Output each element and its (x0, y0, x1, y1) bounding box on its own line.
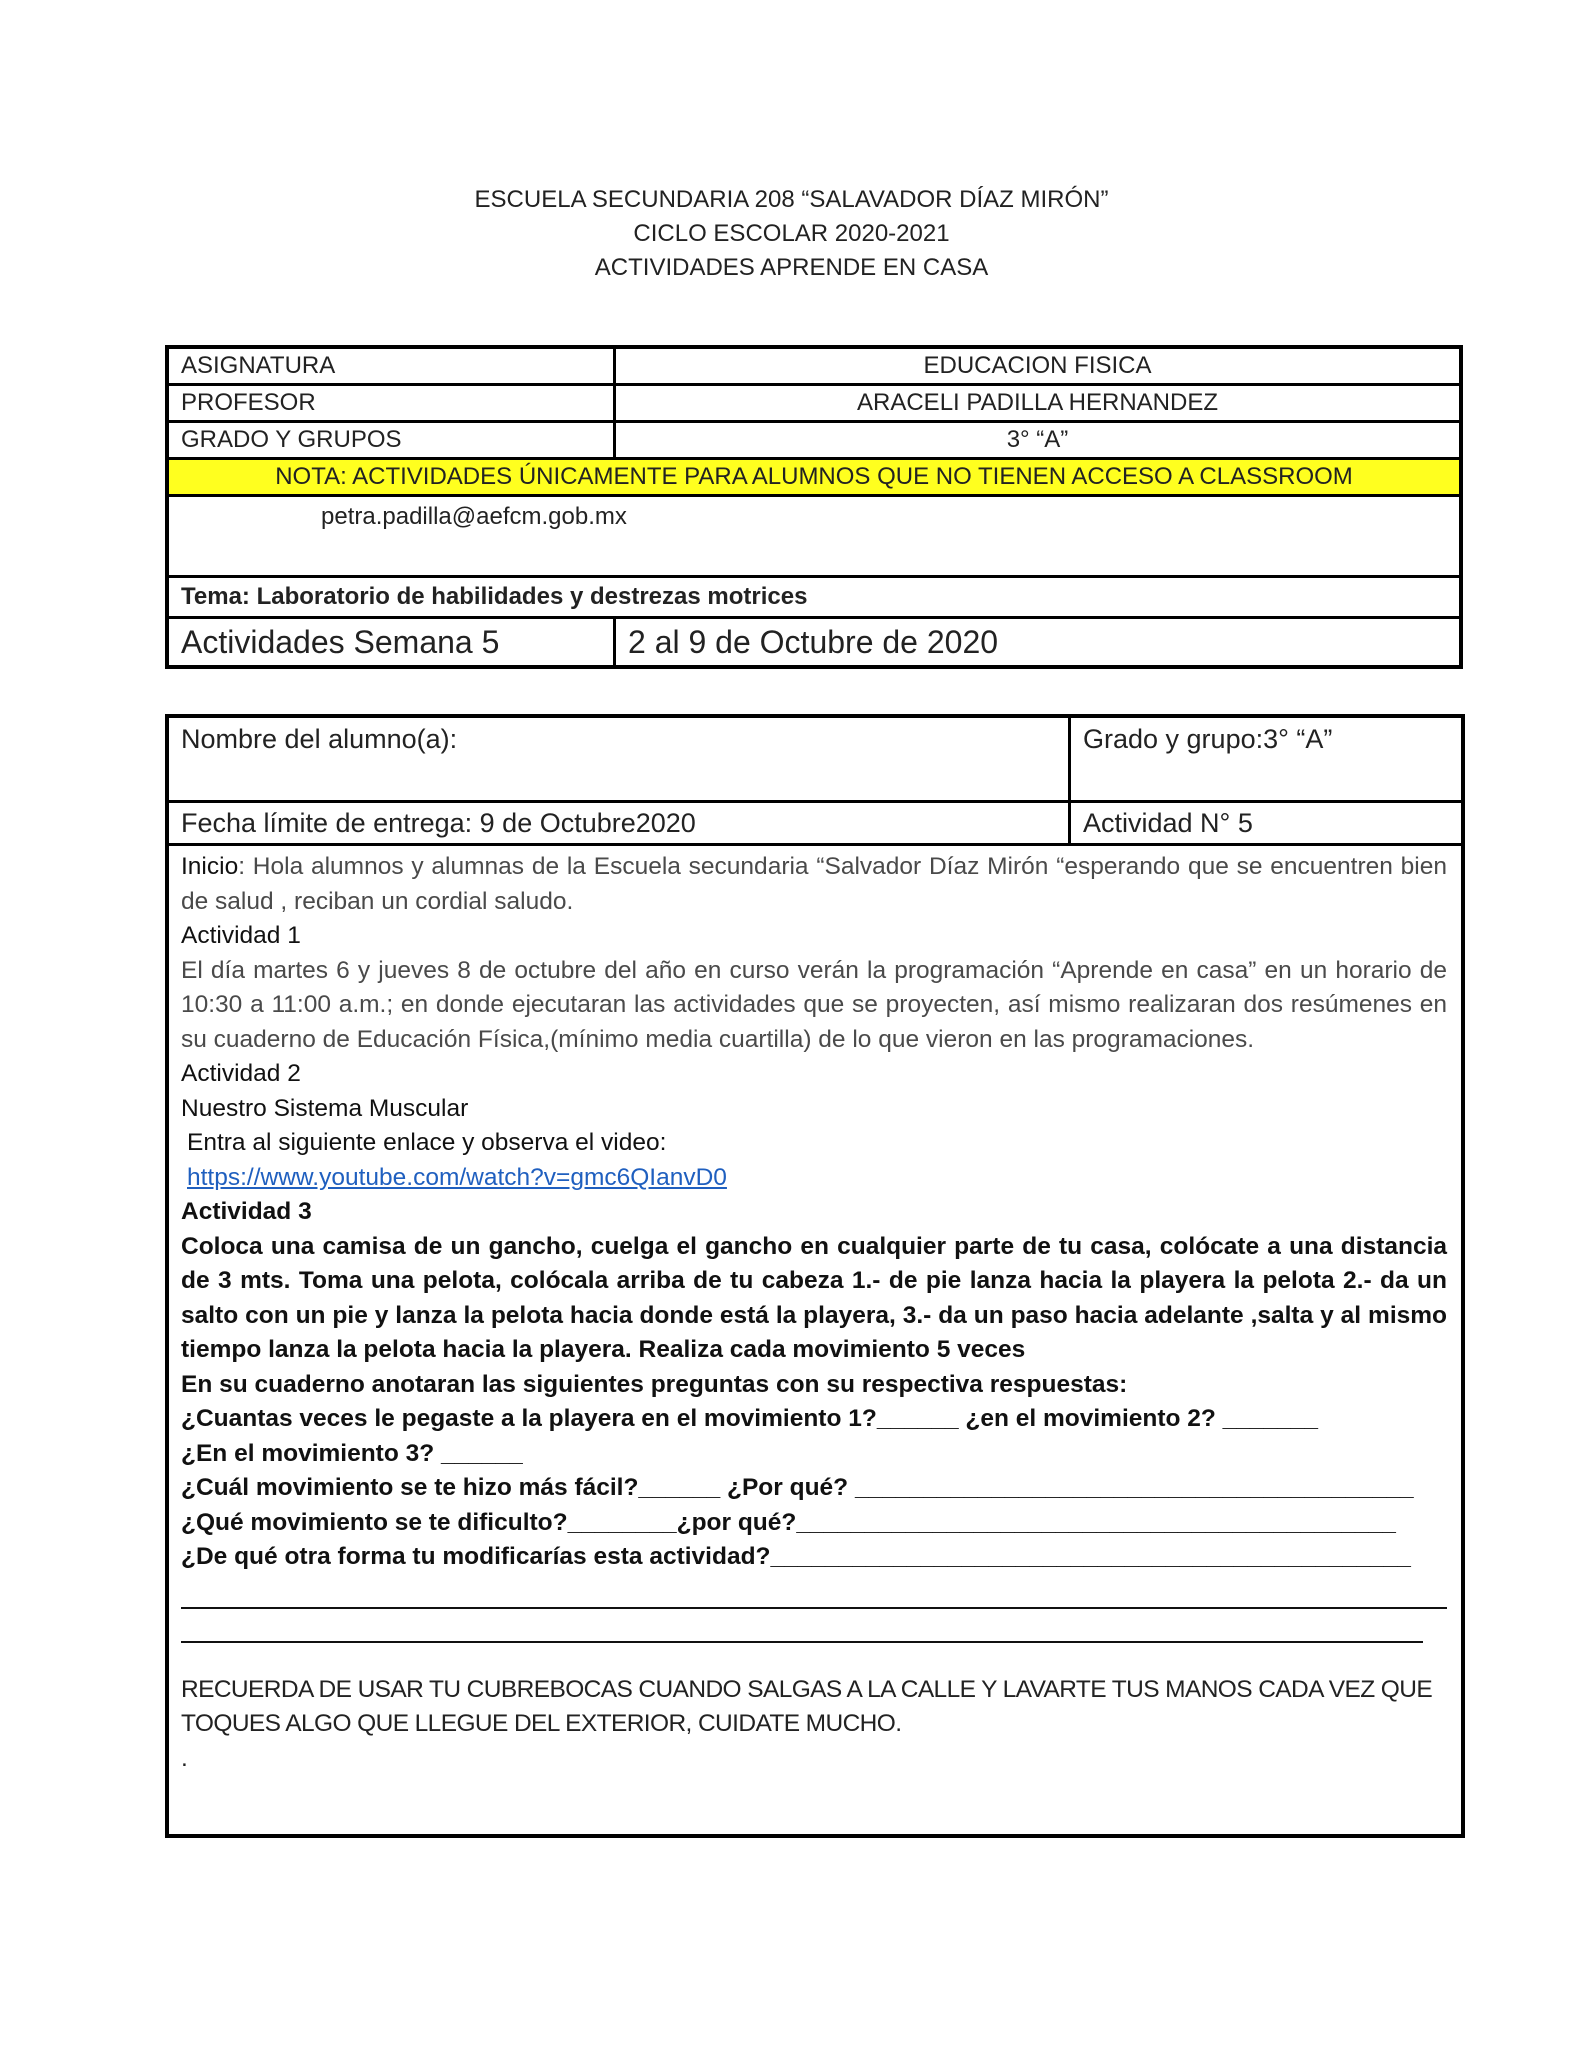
school-cycle: CICLO ESCOLAR 2020-2021 (633, 220, 950, 247)
activity-3-title: Actividad 3 (181, 1198, 312, 1225)
info-table (165, 345, 1463, 669)
student-name-label: Nombre del alumno(a): (167, 716, 1070, 802)
topic: Tema: Laboratorio de habilidades y destrezas motrices (167, 577, 1461, 618)
teacher-label: PROFESOR (167, 385, 615, 422)
activity-3-instructions: En su cuaderno anotaran las siguientes preguntas con su respectiva respuestas: (181, 1370, 1128, 1398)
week-dates: 2 al 9 de Octubre de 2020 (615, 618, 1462, 668)
group-label: GRADO Y GRUPOS (167, 422, 615, 459)
question-5: ¿De qué otra forma tu modificarías esta actividad?_______________________________________________ (181, 1543, 1411, 1570)
program-title: ACTIVIDADES APRENDE EN CASA (594, 254, 989, 281)
subject-value: EDUCACION FISICA (615, 347, 1462, 385)
activity-1-text: El día martes 6 y jueves 8 de octubre del año en curso verán la programación “Aprende en casa” en un horario de 10:30 a 11:00 a.m.; en donde ejecutaran las actividades que se proyecten, así mismo realizaran dos resúmenes en su cuaderno de Educación Física,(mínimo media cuartilla) de lo que vieron en las programaciones. (181, 956, 1447, 1053)
trailing-dot: . (181, 1744, 188, 1772)
question-4: ¿Qué movimiento se te dificulto?________¿por qué?____________________________________________ (181, 1508, 1396, 1536)
week-label: Actividades Semana 5 (167, 618, 615, 668)
email-cell (167, 496, 1461, 577)
activity-2-text: Entra al siguiente enlace y observa el video: (187, 1129, 667, 1156)
intro-label: Inicio (181, 853, 239, 880)
teacher-value: ARACELI PADILLA HERNANDEZ (615, 385, 1462, 422)
answer-line (181, 1575, 1447, 1609)
deadline: Fecha límite de entrega: 9 de Octubre2020 (167, 802, 1070, 845)
video-link[interactable]: https://www.youtube.com/watch?v=gmc6QIanvD0 (187, 1163, 727, 1191)
activity-3-text: Coloca una camisa de un gancho, cuelga el gancho en cualquier parte de tu casa, colócate a una distancia de 3 mts. Toma una pelota, colócala arriba de tu cabeza 1.- de pie lanza hacia la playera la pelota 2.- da un salto con un pie y lanza la pelota hacia donde está la playera, 3.- da un paso hacia adelante ,salta y al mismo tiempo lanza la pelota hacia la playera. Realiza cada movimiento 5 veces (181, 1232, 1447, 1363)
intro-paragraph (181, 850, 1447, 919)
answer-line (181, 1609, 1423, 1643)
activity-number: Actividad N° 5 (1070, 802, 1464, 845)
school-name: ESCUELA SECUNDARIA 208 “SALAVADOR DÍAZ MIRÓN” (474, 186, 1109, 213)
question-2: ¿En el movimiento 3? ______ (181, 1439, 523, 1467)
teacher-email: petra.padilla@aefcm.gob.mx (321, 503, 627, 530)
group-value: 3° “A” (615, 422, 1462, 459)
intro-text: : Hola alumnos y alumnas de la Escuela secundaria “Salvador Díaz Mirón “esperando que se encuentren bien de salud , reciban un cordial saludo. (181, 853, 1447, 915)
reminder-text: RECUERDA DE USAR TU CUBREBOCAS CUANDO SALGAS A LA CALLE Y LAVARTE TUS MANOS CADA VEZ QUE TOQUES ALGO QUE LLEGUE DEL EXTERIOR, CUIDATE MUCHO. (181, 1675, 1433, 1737)
question-3: ¿Cuál movimiento se te hizo más fácil?______ ¿Por qué? _________________________________________ (181, 1474, 1414, 1501)
note-banner: NOTA: ACTIVIDADES ÚNICAMENTE PARA ALUMNOS QUE NO TIENEN ACCESO A CLASSROOM (167, 459, 1461, 496)
subject-label: ASIGNATURA (167, 347, 615, 385)
document-header (0, 183, 1583, 285)
activity-body (167, 845, 1463, 1837)
activity-1-title: Actividad 1 (181, 922, 301, 949)
question-1: ¿Cuantas veces le pegaste a la playera en el movimiento 1?______ ¿en el movimiento 2? _______ (181, 1405, 1319, 1432)
activity-2-title: Actividad 2 (181, 1060, 301, 1087)
grade-group-label: Grado y grupo:3° “A” (1070, 716, 1464, 802)
activity-2-subtitle: Nuestro Sistema Muscular (181, 1094, 469, 1122)
activity-table (165, 714, 1465, 1838)
